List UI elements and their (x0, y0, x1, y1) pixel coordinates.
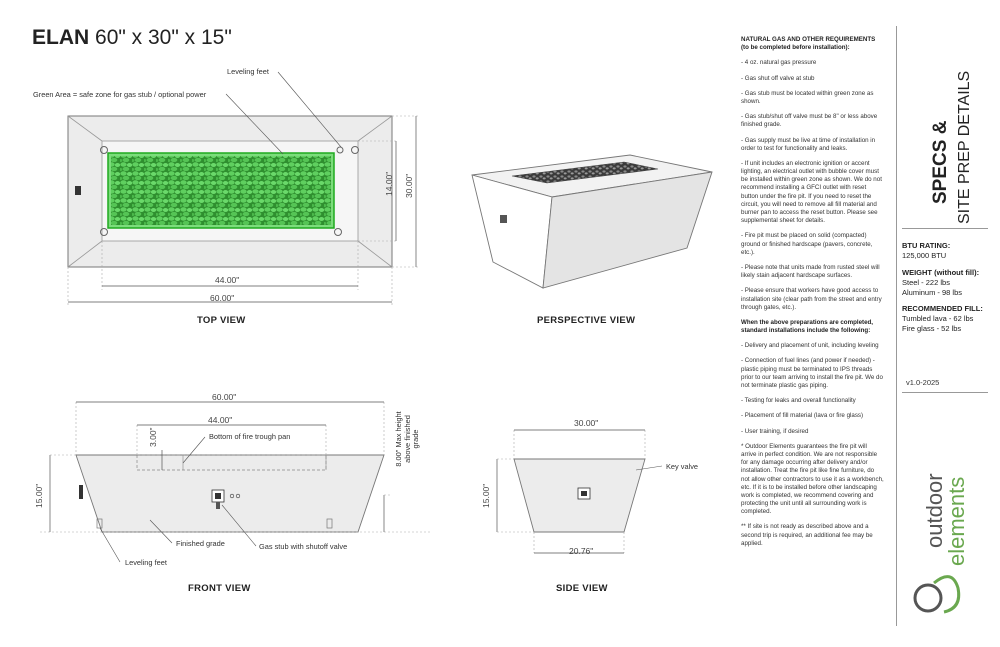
fill-label: RECOMMENDED FILL: (902, 304, 983, 313)
brand-word-elements: elements (944, 476, 969, 566)
std-item: - Placement of fill material (lava or fire glass) (741, 412, 864, 420)
key-valve-icon (75, 186, 81, 195)
weight-aluminum: Aluminum - 98 lbs (902, 287, 963, 297)
specs-sidebar (896, 26, 992, 626)
callout-gas-stub: Gas stub with shutoff valve (259, 542, 348, 551)
callout-finished-grade: Finished grade (176, 539, 225, 548)
brand-mark-icon (915, 577, 959, 612)
std-item: - Testing for leaks and overall functionality (741, 397, 856, 405)
weight-label: WEIGHT (without fill): (902, 268, 980, 277)
dim-top-inner-height: 14.00" (384, 171, 394, 196)
sidebar-title-light: SITE PREP DETAILS (956, 70, 973, 224)
max-height-line-1: 8.00" Max height (394, 411, 403, 467)
dim-top-inner-width: 44.00" (215, 275, 240, 285)
requirements-heading: NATURAL GAS AND OTHER REQUIREMENTS (to be completed before installation): (741, 36, 876, 52)
version-label: v1.0-2025 (906, 378, 940, 387)
requirements-panel (741, 36, 884, 555)
fill-glass: Fire glass - 52 lbs (902, 323, 962, 333)
fill-lava: Tumbled lava - 62 lbs (902, 313, 974, 323)
callout-green-area: Green Area = safe zone for gas stub / optional power (33, 90, 207, 99)
dim-side-height: 15.00" (481, 483, 491, 508)
req-item: - Gas shut off valve at stub (741, 74, 815, 82)
standard-install-heading: When the above preparations are completed, standard installations include the following: (741, 318, 874, 335)
side-view (497, 430, 662, 553)
req-item: - If unit includes an electronic ignition or accent lighting, an electrical outlet with bubble cover must be installed within green zone as shown. We do not recommend installing a GFCI outlet with reset button under the fire pit. If you need to reset the circuit, you will need to remove all fill material and burner pan to access the reset button. Please see supplemental sheet for details. (741, 159, 882, 225)
top-view (68, 72, 420, 305)
dim-side-bottom-width: 20.76" (569, 546, 594, 556)
callout-max-height (395, 394, 421, 484)
dim-side-top-width: 30.00" (574, 418, 599, 428)
view-label-perspective: PERSPECTIVE VIEW (537, 315, 636, 326)
std-item: - Connection of fuel lines (and power if needed) - plastic piping must be terminated to IPS threads prior to our team arriving to install the fire pit. We do not terminate plastic gas piping. (741, 357, 883, 389)
front-view (40, 402, 430, 562)
req-item: - Please note that units made from rusted steel will likely stain adjacent hardscape surfaces. (741, 263, 880, 280)
model-size: 60" x 30" x 15" (95, 26, 232, 49)
btu-label: BTU RATING: (902, 241, 951, 250)
sidebar-title-bold: SPECS & (930, 120, 951, 204)
dim-front-inner-width: 44.00" (208, 415, 233, 425)
req-item: - Fire pit must be placed on solid (compacted) ground or finished hardscape (pavers, concrete, etc.). (741, 232, 873, 256)
btu-rating (902, 241, 950, 261)
key-valve-icon (500, 215, 507, 223)
max-height-line-2: above finished (402, 415, 412, 463)
callout-bottom-pan: Bottom of fire trough pan (209, 432, 291, 441)
dim-top-outer-width: 60.00" (210, 293, 235, 303)
brand-word-outdoor: outdoor (922, 473, 947, 548)
req-item: - Gas stub/shut off valve must be 8" or less above finished grade. (741, 113, 878, 129)
btu-value: 125,000 BTU (902, 250, 947, 260)
dim-front-depth: 3.00" (148, 427, 158, 447)
callout-leveling-feet-front: Leveling feet (125, 558, 167, 567)
dim-top-outer-height: 30.00" (404, 173, 414, 198)
req-item: - Please ensure that workers have good access to installation site (clear path from the street and entry through gates, etc.). (741, 287, 882, 311)
req-item: - 4 oz. natural gas pressure (741, 59, 817, 67)
req-item: - Gas stub must be located within green zone as shown. (741, 89, 874, 105)
std-item: ** If site is not ready as described above and a second trip is required, an additional fee may be applied. (741, 523, 873, 547)
weight-steel: Steel - 222 lbs (902, 277, 950, 287)
dim-front-height: 15.00" (34, 483, 44, 508)
callout-leveling-feet-top: Leveling feet (227, 67, 269, 76)
view-label-top: TOP VIEW (197, 315, 246, 326)
perspective-view (472, 155, 712, 288)
std-item: - Delivery and placement of unit, including leveling (741, 342, 879, 350)
callout-key-valve: Key valve (666, 462, 699, 471)
req-item: - Gas supply must be live at time of installation in order to test for functionality and leaks. (741, 136, 876, 152)
weight-spec (902, 268, 979, 297)
fill-spec (902, 304, 983, 333)
sidebar-title (910, 36, 974, 236)
brand-logo (904, 398, 988, 626)
view-label-front: FRONT VIEW (188, 583, 251, 594)
max-height-line-3: grade (411, 429, 421, 449)
std-item: * Outdoor Elements guarantees the fire pit will arrive in perfect condition. We are not responsible for any damage occurring after delivery and/or installation. Treat the fire pit like fine furniture, do not allow other contractors to use it as a workbench, etc. If it is to be installed before other landscaping work is completed, we recommend covering and protecting the unit until all surrounding work is completed. (741, 442, 884, 516)
dim-front-outer-width: 60.00" (212, 392, 237, 402)
std-item: - User training, if desired (741, 427, 809, 435)
view-label-side: SIDE VIEW (556, 583, 608, 594)
model-name: ELAN (32, 26, 90, 49)
